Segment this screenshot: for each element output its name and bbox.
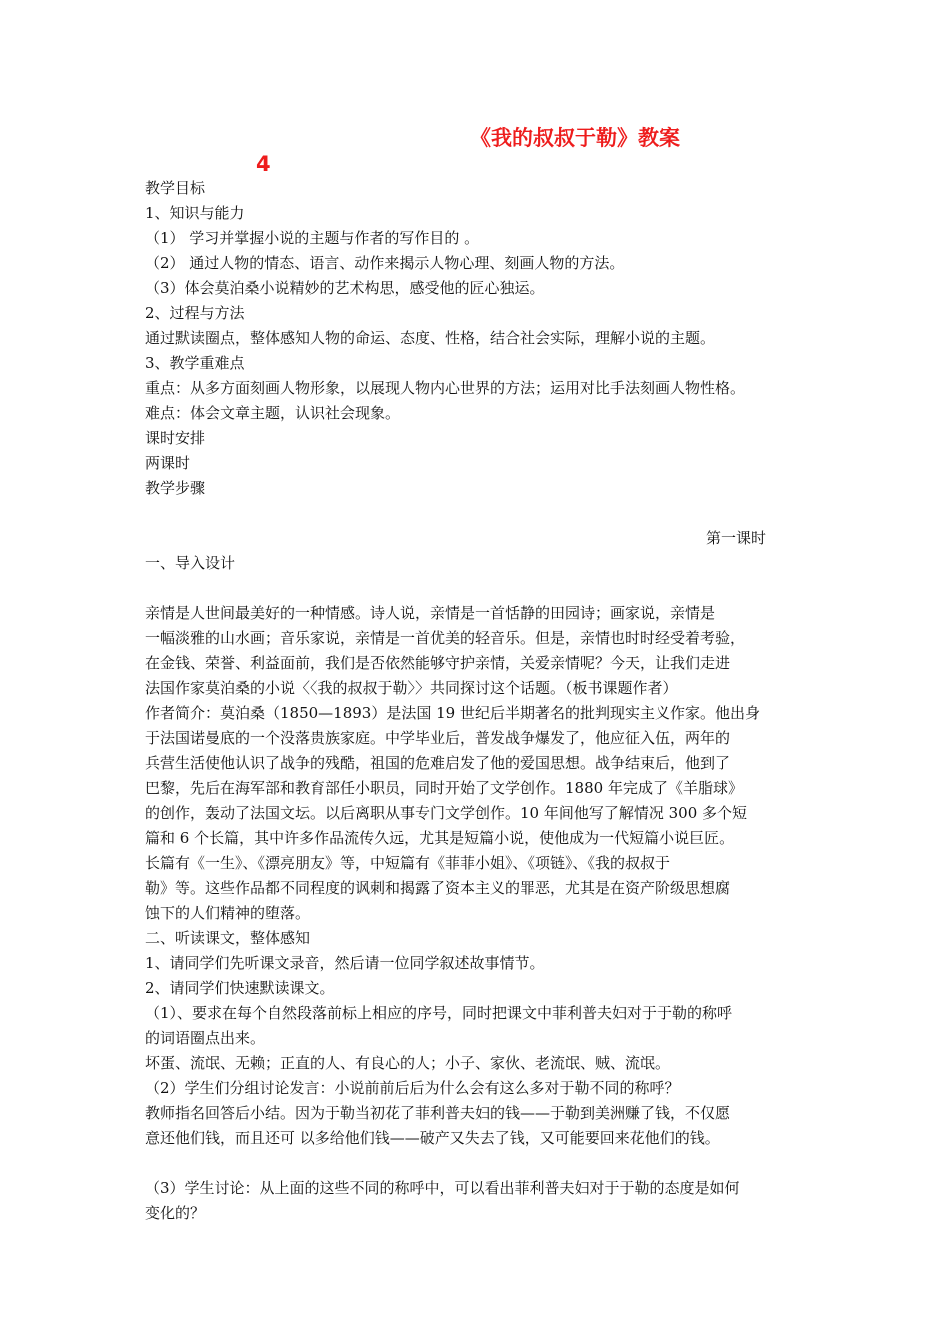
section-intro: 一、导入设计	[145, 554, 236, 572]
lesson-label: 第一课时	[706, 529, 767, 547]
body-line: 于法国诺曼底的一个没落贵族家庭。中学毕业后，普发战争爆发了，他应征入伍，两年的	[145, 729, 731, 747]
step-line: （3）学生讨论：从上面的这些不同的称呼中，可以看出菲利普夫妇对于于勒的态度是如何	[145, 1179, 740, 1197]
goal-item-1: （1） 学习并掌握小说的主题与作者的写作目的 。	[145, 229, 480, 247]
step-line: （1）、要求在每个自然段落前标上相应的序号，同时把课文中菲利普夫妇对于于勒的称呼	[145, 1004, 733, 1022]
word-list-line: 坏蛋、流氓、无赖；正直的人、有良心的人；小子、家伙、老流氓、贼、流氓。	[145, 1054, 671, 1072]
body-line: 勒》等。这些作品都不同程度的讽刺和揭露了资本主义的罪恶，尤其是在资产阶级思想腐	[145, 879, 731, 897]
body-line: 亲情是人世间最美好的一种情感。诗人说，亲情是一首恬静的田园诗；画家说，亲情是	[145, 604, 716, 622]
step-line: （2）学生们分组讨论发言：小说前前后后为什么会有这么多对于勒不同的称呼？	[145, 1079, 680, 1097]
schedule-value: 两课时	[145, 454, 191, 472]
subheading-knowledge: 1、知识与能力	[145, 204, 245, 222]
body-line: 一幅淡雅的山水画；音乐家说，亲情是一首优美的轻音乐。但是，亲情也时时经受着考验，	[145, 629, 746, 647]
body-line: 兵营生活使他认识了战争的残酷，祖国的危难启发了他的爱国思想。战争结束后，他到了	[145, 754, 731, 772]
document-title-number: 4	[256, 152, 271, 176]
body-line: 蚀下的人们精神的堕落。	[145, 904, 311, 922]
step-line: 的词语圈点出来。	[145, 1029, 266, 1047]
section-reading: 二、听读课文，整体感知	[145, 929, 311, 947]
goal-item-3: （3）体会莫泊桑小说精妙的艺术构思，感受他的匠心独运。	[145, 279, 545, 297]
document-title: 《我的叔叔于勒》教案	[470, 126, 680, 150]
body-line: 教师指名回答后小结。因为于勒当初花了菲利普夫妇的钱——于勒到美洲赚了钱，不仅愿	[145, 1104, 731, 1122]
subheading-process: 2、过程与方法	[145, 304, 245, 322]
author-intro-line: 作者简介：莫泊桑（1850—1893）是法国 19 世纪后半期著名的批判现实主义作家。他出身	[145, 704, 760, 722]
heading-schedule: 课时安排	[145, 429, 206, 447]
step-line: 2、请同学们快速默读课文。	[145, 979, 335, 997]
body-line: 在金钱、荣誉、利益面前，我们是否依然能够守护亲情，关爱亲情呢？今天，让我们走进	[145, 654, 731, 672]
key-point-line: 重点：从多方面刻画人物形象，以展现人物内心世界的方法；运用对比手法刻画人物性格。	[145, 379, 746, 397]
heading-steps: 教学步骤	[145, 479, 206, 497]
body-line: 篇和 6 个长篇，其中许多作品流传久远，尤其是短篇小说，使他成为一代短篇小说巨匠。	[145, 829, 735, 847]
goal-item-2: （2） 通过人物的情态、语言、动作来揭示人物心理、刻画人物的方法。	[145, 254, 625, 272]
process-paragraph: 通过默读圈点，整体感知人物的命运、态度、性格，结合社会实际，理解小说的主题。	[145, 329, 716, 347]
body-line: 变化的？	[145, 1204, 206, 1222]
body-line: 巴黎，先后在海军部和教育部任小职员，同时开始了文学创作。1880 年完成了《羊脂球》	[145, 779, 743, 797]
difficulty-line: 难点：体会文章主题，认识社会现象。	[145, 404, 401, 422]
heading-teaching-goals: 教学目标	[145, 179, 206, 197]
body-line: 长篇有《一生》、《漂亮朋友》等，中短篇有《菲菲小姐》、《项链》、《我的叔叔于	[145, 854, 671, 872]
step-line: 1、请同学们先听课文录音，然后请一位同学叙述故事情节。	[145, 954, 545, 972]
body-line: 的创作，轰动了法国文坛。以后离职从事专门文学创作。10 年间他写了解情况 300 多个短	[145, 804, 748, 822]
subheading-key-points: 3、教学重难点	[145, 354, 245, 372]
body-line: 意还他们钱，而且还可 以多给他们钱——破产又失去了钱，又可能要回来花他们的钱。	[145, 1129, 720, 1147]
body-line: 法国作家莫泊桑的小说〈〈我的叔叔于勒〉〉共同探讨这个话题。（板书课题作者）	[145, 679, 678, 697]
